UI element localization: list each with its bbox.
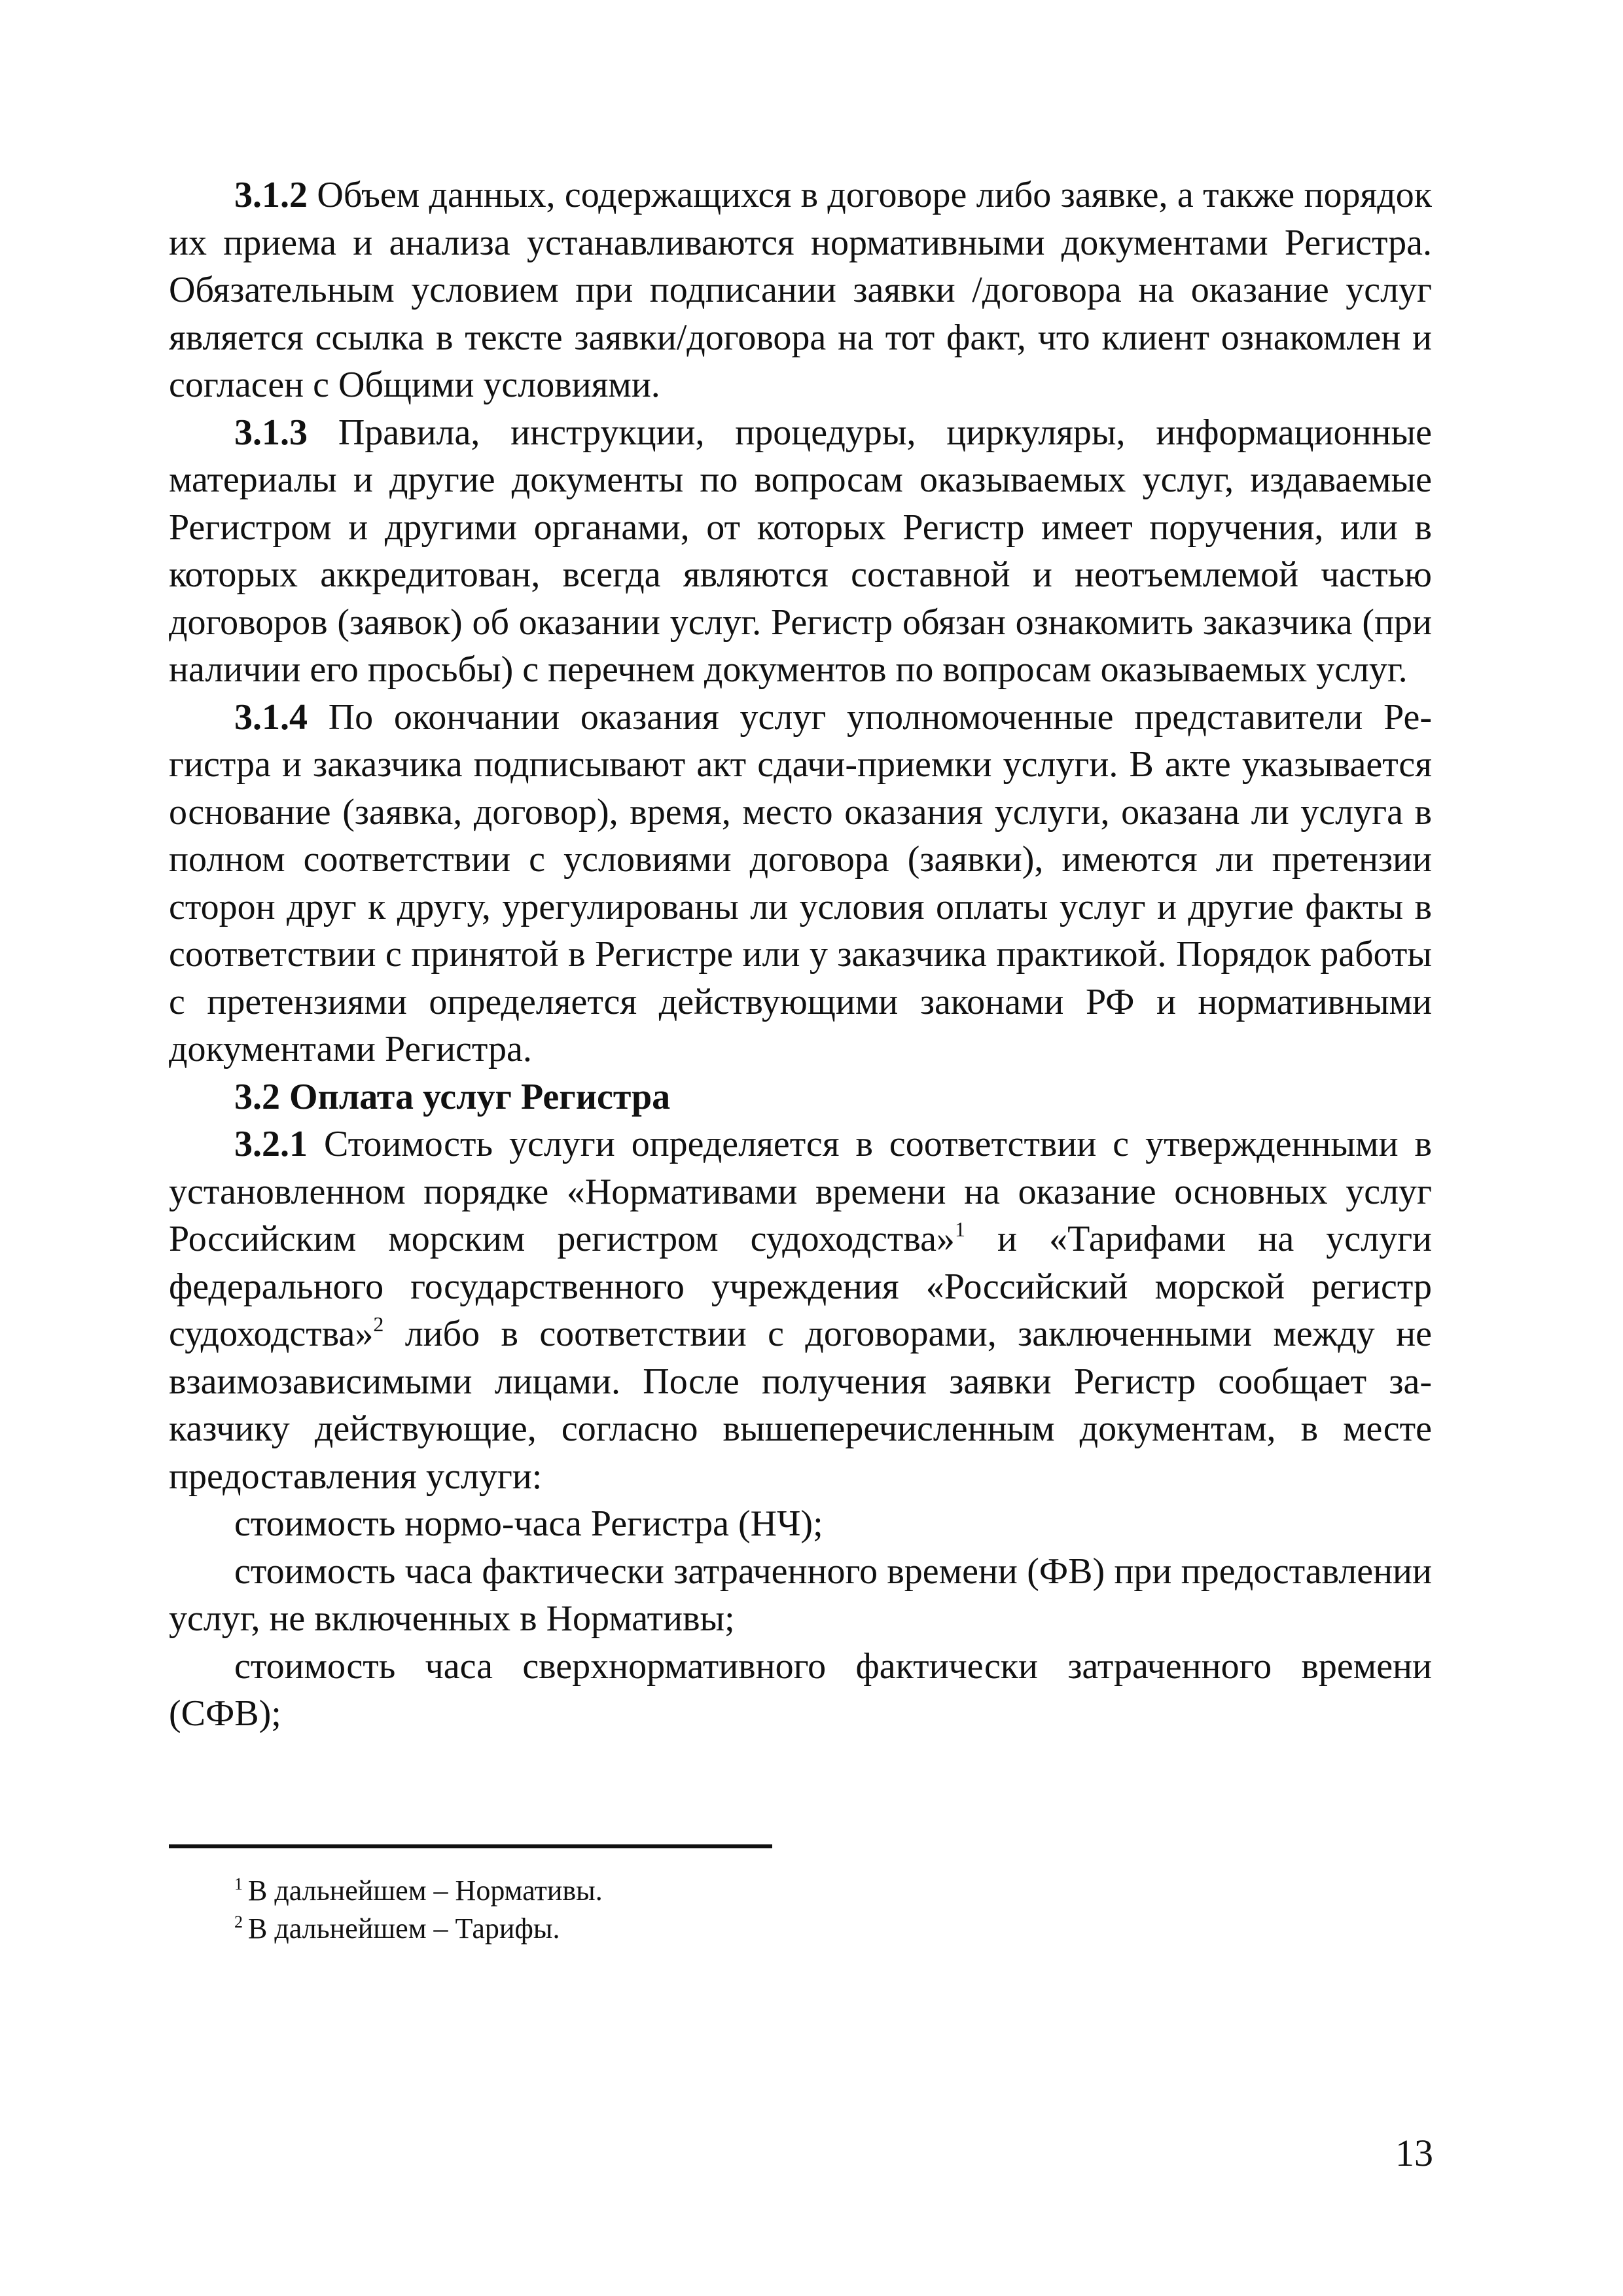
list-item: стоимость нормо-часа Регистра (НЧ); (234, 1503, 823, 1544)
list-item: стоимость часа фактически затраченного времени (ФВ) при предоставлении услуг, не включенных в Нормативы; (169, 1551, 1432, 1639)
footnote-mark: 1 (234, 1874, 243, 1893)
footnote-reference-1: 1 (954, 1217, 965, 1241)
list-item: стоимость часа сверхнормативного фактически затраченного времени (СФВ); (169, 1645, 1432, 1734)
body-text (169, 171, 1432, 1738)
paragraph-3-1-3 (169, 409, 1432, 694)
footnote-text: В дальнейшем – Тарифы. (248, 1912, 560, 1945)
page-number: 13 (1395, 2132, 1433, 2174)
paragraph-number: 3.1.2 (234, 175, 308, 215)
paragraph-number: 3.1.4 (234, 696, 308, 738)
footnote-mark: 2 (234, 1912, 243, 1931)
footnote-1 (234, 1872, 1347, 1910)
paragraph-number: 3.1.3 (234, 412, 308, 453)
paragraph-3-1-4 (169, 694, 1432, 1073)
footnote-separator (169, 1844, 772, 1848)
paragraph-text: Правила, инструкции, процедуры, циркуляры, информационные материалы и другие документы по вопросам оказываемых услуг, издаваемые Регистром и другими органами, от которых Регистр имеет поручения, или в которых аккредитован, всегда являются составной и неотъемлемой частью договоров (заявок) об оказании услуг. Регистр обязан ознакомить заказчика (при наличии его просьбы) с перечнем документов по вопросам оказываемых услуг. (169, 412, 1432, 690)
paragraph-text-part-3: либо в соответствии с договорами, заключенными между не взаимозависимыми лицами. После получения заявки Регистр сообщает заказчику действующие, согласно вышеперечисленным документам, в месте предоставления услуги: (169, 1314, 1432, 1497)
paragraph-text-part-2: и «Тарифами на услуги федерального государственного учреждения «Российский морской регистр судоходства» (169, 1219, 1433, 1354)
footnote-reference-2: 2 (373, 1312, 384, 1336)
paragraph-text-part-1: Стоимость услуги определяется в соответствии с утвержденными в установленном порядке «Нормативами времени на оказание основных услуг Российским морским регистром судоходства» (169, 1124, 1432, 1259)
footnotes (234, 1872, 1347, 1948)
footnote-2 (234, 1910, 1347, 1948)
paragraph-number: 3.2.1 (234, 1124, 308, 1164)
paragraph-3-2-1 (169, 1121, 1432, 1500)
footnote-text: В дальнейшем – Нормативы. (248, 1874, 603, 1907)
paragraph-3-1-2 (169, 171, 1432, 409)
paragraph-text: Объем данных, содержащихся в договоре либо заявке, а также порядок их приема и анализа устанавливаются нормативными документами Регистра. Обязательным условием при подписании заявки /договора на оказание услуг является ссылка в тексте заявки/договора на тот факт, что клиент ознакомлен и согласен с Общими условиями. (169, 175, 1432, 405)
section-heading: 3.2 Оплата услуг Регистра (234, 1076, 671, 1117)
paragraph-text: По окончании оказания услуг уполномоченные представители Регистра и заказчика подписывают акт сдачи-приемки услуги. В акте указывается основание (заявка, договор), время, место оказания услуги, оказана ли услуга в полном соответствии с условиями договора (заявки), имеются ли претензии сторон друг к другу, урегулированы ли условия оплаты услуг и другие факты в соответствии с принятой в Регистре или у заказчика практикой. Порядок работы с претензиями определяется действующими законами РФ и нормативными документами Регистра. (169, 696, 1432, 1069)
